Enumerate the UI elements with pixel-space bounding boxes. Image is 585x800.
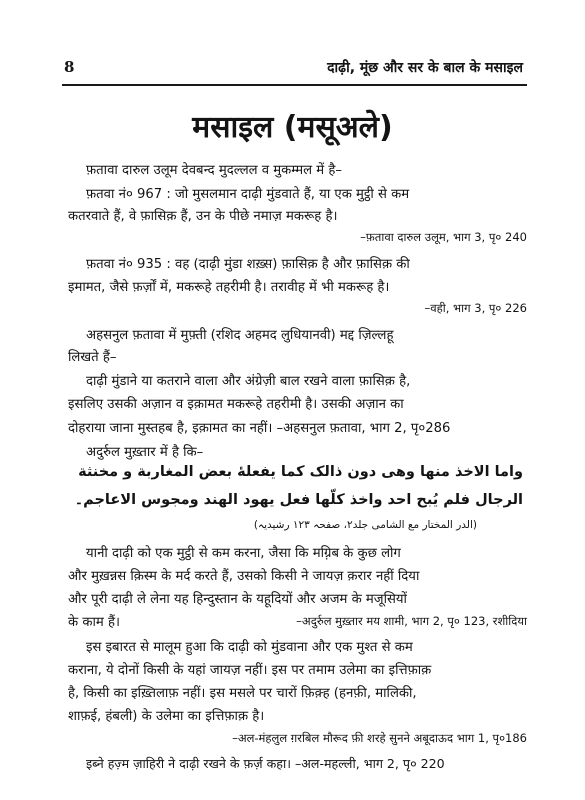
arabic-quote-line-1: واما الاخذ منها وهی دون ذالک کما یفعلهٔ بعض المغاربة و مخنثة <box>78 464 523 480</box>
text-line-18: है, किसी का इख़्तिलाफ़ नहीं। इस मसले पर चारों फ़िक़्ह (हनफ़ी, मालिकी, <box>68 686 417 701</box>
text-line-2: फ़तवा नं० 967 : जो मुसलमान दाढ़ी मुंडवाते हैं, या एक मुट्ठी से कम <box>86 187 410 202</box>
text-line-19: शाफ़ई, हंबली) के उलेमा का इत्तिफ़ाक़ है। <box>68 709 265 724</box>
text-line-4: फ़तवा नं० 935 : वह (दाढ़ी मुंडा शख़्स) फ़ासिक़ है और फ़ासिक़ की <box>86 257 410 272</box>
text-line-3: कतरवाते हैं, वे फ़ासिक़ हैं, उन के पीछे नमाज़ मकरूह है। <box>68 209 338 224</box>
text-line-10: दोहराया जाना मुस्तहब है, इक़ामत का नहीं। –अहसनुल फ़तावा, भाग 2, पृ०286 <box>68 421 451 436</box>
text-line-6: अहसनुल फ़तावा में मुफ़्ती (रशिद अहमद लुधियानवी) मद्द ज़िल्लहू <box>86 328 394 343</box>
citation-4: –अल-मंहलुल ग़रबिल मौरूद फ़ी शरहे सुनने अबूदाऊद भाग 1, पृ०186 <box>232 731 527 745</box>
page-title: मसाइल (मसूअले) <box>192 110 393 145</box>
text-line-11: अदुर्रुल मुख़्तार में है कि– <box>86 445 204 460</box>
running-title: दाढ़ी, मूंछ और सर के बाल के मसाइल <box>327 60 523 76</box>
text-line-5: इमामत, जैसे फ़र्ज़ों में, मकरूहे तहरीमी है। तरावीह में भी मकरूह है। <box>68 280 390 295</box>
text-line-20: इब्ने हज़्म ज़ाहिरी ने दाढ़ी रखने के फ़र्ज़ कहा। –अल-महल्ली, भाग 2, पृ० 220 <box>86 756 445 771</box>
header-rule <box>62 84 527 86</box>
arabic-quote-line-2: الرجال فلم یُبح احد واخذ کلّها فعل یهود الهند ومجوس الاعاجم۔ <box>74 492 523 508</box>
text-line-12: यानी दाढ़ी को एक मुट्ठी से कम करना, जैसा कि मग़्रिब के कुछ लोग <box>86 546 401 561</box>
page-number: 8 <box>64 58 75 76</box>
arabic-citation: (الدر المختار مع الشامی جلد۲، صفحہ ۱۲۳ رشیدیہ) <box>253 519 477 531</box>
text-line-9: इसलिए उसकी अज़ान व इक़ामत मकरूहे तहरीमी है। उसकी अज़ान का <box>68 397 404 412</box>
citation-3: –अदुर्रुल मुख़्तार मय शामी, भाग 2, पृ० 123, रशीदिया <box>296 614 527 628</box>
citation-1: –फ़तावा दारुल उलूम, भाग 3, पृ० 240 <box>360 230 527 244</box>
text-line-13: और मुख़न्नस क़िस्म के मर्द करते हैं, उसको किसी ने जायज़ क़रार नहीं दिया <box>68 569 420 584</box>
text-line-15: के काम हैं। <box>68 615 120 630</box>
text-line-1: फ़तावा दारुल उलूम देवबन्द मुदल्लल व मुकम्मल में है– <box>86 163 342 178</box>
citation-2: –वही, भाग 3, पृ० 226 <box>424 301 527 315</box>
text-line-16: इस इबारत से मालूम हुआ कि दाढ़ी को मुंडवाना और एक मुश्त से कम <box>86 640 413 655</box>
text-line-7: लिखते हैं– <box>68 350 117 365</box>
text-line-8: दाढ़ी मुंडाने या कतराने वाला और अंग्रेज़ी बाल रखने वाला फ़ासिक़ है, <box>86 374 411 389</box>
text-line-14: और पूरी दाढ़ी ले लेना यह हिन्दुस्तान के यहूदियों और अजम के मजूसियों <box>68 592 407 607</box>
text-line-17: कराना, ये दोनों किसी के यहां जायज़ नहीं। इस पर तमाम उलेमा का इत्तिफ़ाक़ <box>68 663 432 678</box>
